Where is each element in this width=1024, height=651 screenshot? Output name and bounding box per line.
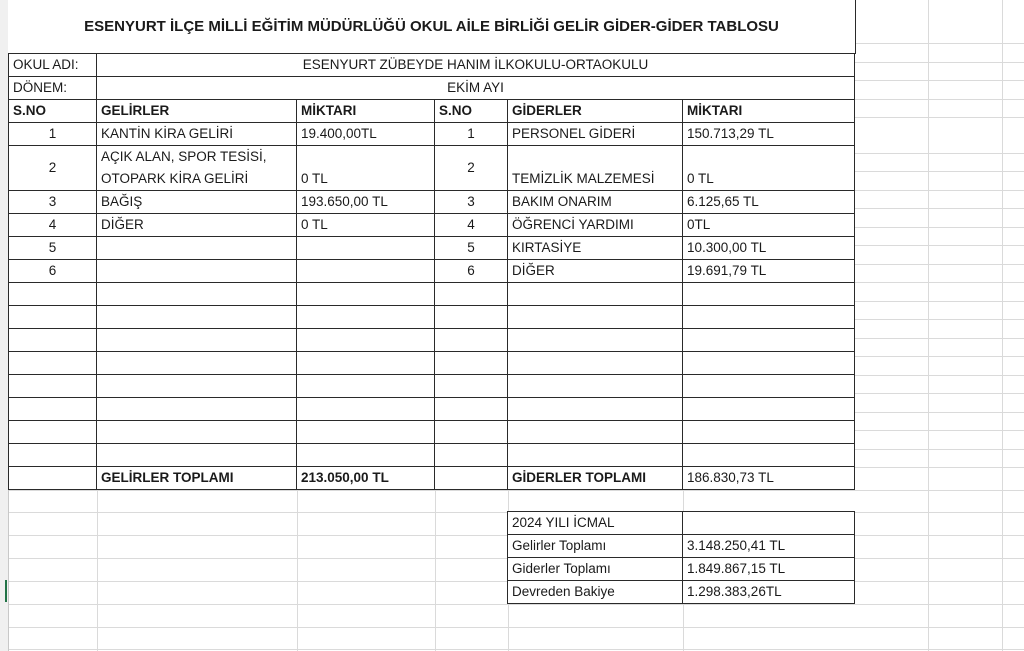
expense-row-no[interactable]: 1 [434, 122, 508, 146]
expense-row-name[interactable]: KIRTASİYE [507, 236, 683, 260]
empty-cell[interactable] [507, 420, 683, 444]
empty-cell[interactable] [434, 374, 508, 398]
gridline [1002, 0, 1003, 651]
income-row-amount[interactable]: 19.400,00TL [296, 122, 435, 146]
empty-cell[interactable] [682, 282, 855, 306]
expense-row-amount[interactable]: 0TL [682, 213, 855, 237]
expense-row-name[interactable]: ÖĞRENCİ YARDIMI [507, 213, 683, 237]
totals-empty-cell[interactable] [8, 466, 97, 490]
empty-cell[interactable] [507, 282, 683, 306]
income-row-amount[interactable] [296, 259, 435, 283]
income-row-amount[interactable]: 0 TL [296, 213, 435, 237]
income-row-no[interactable]: 2 [8, 145, 97, 191]
expense-row-name[interactable]: TEMİZLİK MALZEMESİ [507, 145, 683, 191]
summary-income-value[interactable]: 3.148.250,41 TL [682, 534, 855, 558]
empty-cell[interactable] [507, 351, 683, 375]
income-row-no[interactable]: 5 [8, 236, 97, 260]
expense-row-amount[interactable]: 19.691,79 TL [682, 259, 855, 283]
header-income-amount[interactable]: MİKTARI [296, 99, 435, 123]
empty-cell[interactable] [8, 374, 97, 398]
empty-cell[interactable] [682, 420, 855, 444]
expense-row-no[interactable]: 6 [434, 259, 508, 283]
empty-cell[interactable] [434, 305, 508, 329]
income-row-amount[interactable]: 0 TL [296, 145, 435, 191]
empty-cell[interactable] [507, 397, 683, 421]
empty-cell[interactable] [96, 351, 297, 375]
header-sno-expense[interactable]: S.NO [434, 99, 508, 123]
header-expense-amount[interactable]: MİKTARI [682, 99, 855, 123]
empty-cell[interactable] [434, 420, 508, 444]
expense-row-name[interactable]: BAKIM ONARIM [507, 190, 683, 214]
income-row-amount[interactable]: 193.650,00 TL [296, 190, 435, 214]
empty-cell[interactable] [8, 443, 97, 467]
empty-cell[interactable] [682, 397, 855, 421]
expense-row-amount[interactable]: 0 TL [682, 145, 855, 191]
empty-cell[interactable] [296, 374, 435, 398]
empty-cell[interactable] [296, 420, 435, 444]
empty-cell[interactable] [96, 282, 297, 306]
empty-cell[interactable] [507, 374, 683, 398]
empty-cell[interactable] [434, 397, 508, 421]
empty-cell[interactable] [682, 328, 855, 352]
sheet-title[interactable]: ESENYURT İLÇE MİLLİ EĞİTİM MÜDÜRLÜĞÜ OKUL AİLE BİRLİĞİ GELİR GİDER-GİDER TABLOSU [8, 0, 856, 54]
totals-empty-cell[interactable] [434, 466, 508, 490]
period-label-cell[interactable]: DÖNEM: [8, 76, 97, 100]
empty-cell[interactable] [8, 328, 97, 352]
empty-cell[interactable] [296, 282, 435, 306]
school-label-cell[interactable]: OKUL ADI: [8, 53, 97, 77]
empty-cell[interactable] [8, 305, 97, 329]
empty-cell[interactable] [296, 328, 435, 352]
summary-expense-value[interactable]: 1.849.867,15 TL [682, 557, 855, 581]
summary-balance-label[interactable]: Devreden Bakiye [507, 580, 683, 604]
empty-cell[interactable] [507, 305, 683, 329]
expense-row-amount[interactable]: 10.300,00 TL [682, 236, 855, 260]
gridline [8, 604, 1024, 605]
income-row-amount[interactable] [296, 236, 435, 260]
empty-cell[interactable] [434, 443, 508, 467]
summary-title[interactable]: 2024 YILI İCMAL [507, 511, 683, 535]
income-row-name[interactable]: DİĞER [96, 213, 297, 237]
empty-cell[interactable] [96, 328, 297, 352]
empty-cell[interactable] [296, 305, 435, 329]
empty-cell[interactable] [434, 328, 508, 352]
income-row-name[interactable] [96, 259, 297, 283]
gridline [8, 649, 1024, 650]
expense-row-no[interactable]: 4 [434, 213, 508, 237]
income-row-name[interactable]: KANTİN KİRA GELİRİ [96, 122, 297, 146]
expense-row-no[interactable]: 2 [434, 145, 508, 191]
summary-balance-value[interactable]: 1.298.383,26TL [682, 580, 855, 604]
empty-cell[interactable] [8, 397, 97, 421]
income-total-label[interactable]: GELİRLER TOPLAMI [96, 466, 297, 490]
empty-cell[interactable] [682, 351, 855, 375]
summary-expense-label[interactable]: Giderler Toplamı [507, 557, 683, 581]
income-row-no[interactable]: 3 [8, 190, 97, 214]
income-row-no[interactable]: 1 [8, 122, 97, 146]
income-row-name[interactable] [96, 236, 297, 260]
period-value-cell[interactable]: EKİM AYI [96, 76, 855, 100]
empty-cell[interactable] [96, 305, 297, 329]
income-row-name-line1: AÇIK ALAN, SPOR TESİSİ, [101, 149, 267, 164]
gridline [8, 490, 1024, 491]
header-income[interactable]: GELİRLER [96, 99, 297, 123]
income-row-name[interactable] [96, 145, 297, 191]
summary-title-empty[interactable] [682, 511, 855, 535]
empty-cell[interactable] [96, 443, 297, 467]
expense-row-amount[interactable]: 150.713,29 TL [682, 122, 855, 146]
income-total-value[interactable]: 213.050,00 TL [296, 466, 435, 490]
empty-cell[interactable] [8, 282, 97, 306]
income-row-name-line2: OTOPARK KİRA GELİRİ [101, 171, 249, 186]
empty-cell[interactable] [296, 397, 435, 421]
empty-cell[interactable] [8, 351, 97, 375]
expense-total-value[interactable]: 186.830,73 TL [682, 466, 855, 490]
income-row-no[interactable]: 6 [8, 259, 97, 283]
empty-cell[interactable] [96, 420, 297, 444]
school-name-cell[interactable]: ESENYURT ZÜBEYDE HANIM İLKOKULU-ORTAOKULU [96, 53, 855, 77]
empty-cell[interactable] [8, 420, 97, 444]
empty-cell[interactable] [96, 374, 297, 398]
empty-cell[interactable] [507, 443, 683, 467]
expense-row-no[interactable]: 3 [434, 190, 508, 214]
selected-row-indicator [5, 580, 7, 602]
empty-cell[interactable] [96, 397, 297, 421]
empty-cell[interactable] [507, 328, 683, 352]
income-row-name[interactable]: BAĞIŞ [96, 190, 297, 214]
header-expense[interactable]: GİDERLER [507, 99, 683, 123]
expense-row-name[interactable]: DİĞER [507, 259, 683, 283]
empty-cell[interactable] [434, 351, 508, 375]
expense-total-label[interactable]: GİDERLER TOPLAMI [507, 466, 683, 490]
empty-cell[interactable] [296, 443, 435, 467]
expense-row-name[interactable]: PERSONEL GİDERİ [507, 122, 683, 146]
header-sno-income[interactable]: S.NO [8, 99, 97, 123]
empty-cell[interactable] [682, 443, 855, 467]
empty-cell[interactable] [434, 282, 508, 306]
empty-cell[interactable] [296, 351, 435, 375]
expense-row-amount[interactable]: 6.125,65 TL [682, 190, 855, 214]
gridline [8, 627, 1024, 628]
empty-cell[interactable] [682, 305, 855, 329]
gridline [928, 0, 929, 651]
summary-income-label[interactable]: Gelirler Toplamı [507, 534, 683, 558]
expense-row-no[interactable]: 5 [434, 236, 508, 260]
empty-cell[interactable] [682, 374, 855, 398]
income-row-no[interactable]: 4 [8, 213, 97, 237]
